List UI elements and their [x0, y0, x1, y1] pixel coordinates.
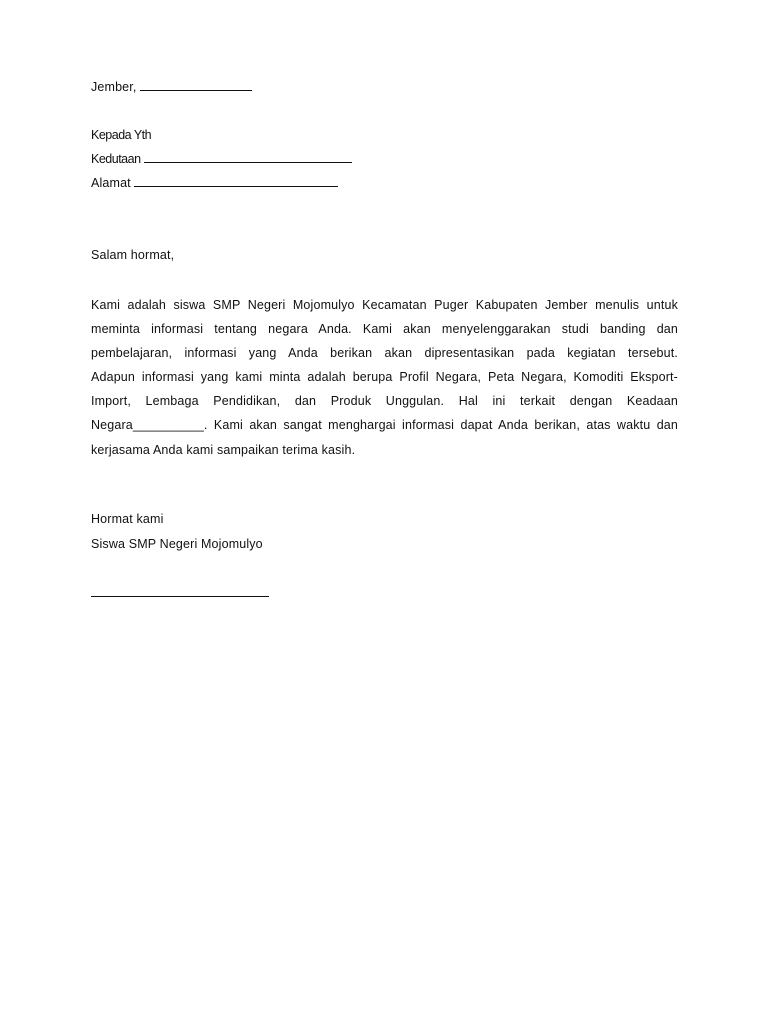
date-blank	[140, 80, 252, 91]
embassy-blank	[144, 152, 352, 163]
closing: Hormat kami	[91, 512, 164, 526]
signature-blank	[91, 586, 269, 597]
greeting: Salam hormat,	[91, 248, 175, 262]
body-line: Import, Lembaga Pendidikan, dan Produk Unggulan. Hal ini terkait dengan Keadaan	[91, 394, 678, 409]
date-line	[91, 79, 252, 95]
recipient-heading: Kepada Yth	[91, 128, 152, 142]
body-line: Adapun informasi yang kami minta adalah berupa Profil Negara, Peta Negara, Komoditi Eksport-	[91, 370, 678, 385]
body-line: kerjasama Anda kami sampaikan terima kasih.	[91, 442, 356, 457]
body-line: Negara__________. Kami akan sangat menghargai informasi dapat Anda berikan, atas waktu dan	[91, 418, 678, 433]
body-line: Kami adalah siswa SMP Negeri Mojomulyo Kecamatan Puger Kabupaten Jember menulis untuk	[91, 298, 678, 312]
embassy-line	[91, 151, 352, 167]
address-label: Alamat	[91, 176, 131, 190]
date-label: Jember,	[91, 80, 137, 94]
sender-name: Siswa SMP Negeri Mojomulyo	[91, 537, 263, 551]
address-line	[91, 175, 338, 191]
address-blank	[134, 176, 338, 187]
letter-body	[91, 293, 678, 462]
signature-line	[91, 585, 269, 601]
body-line: pembelajaran, informasi yang Anda berikan akan dipresentasikan pada kegiatan tersebut.	[91, 346, 678, 361]
embassy-label: Kedutaan	[91, 152, 141, 166]
body-line: meminta informasi tentang negara Anda. Kami akan menyelenggarakan studi banding dan	[91, 322, 678, 337]
